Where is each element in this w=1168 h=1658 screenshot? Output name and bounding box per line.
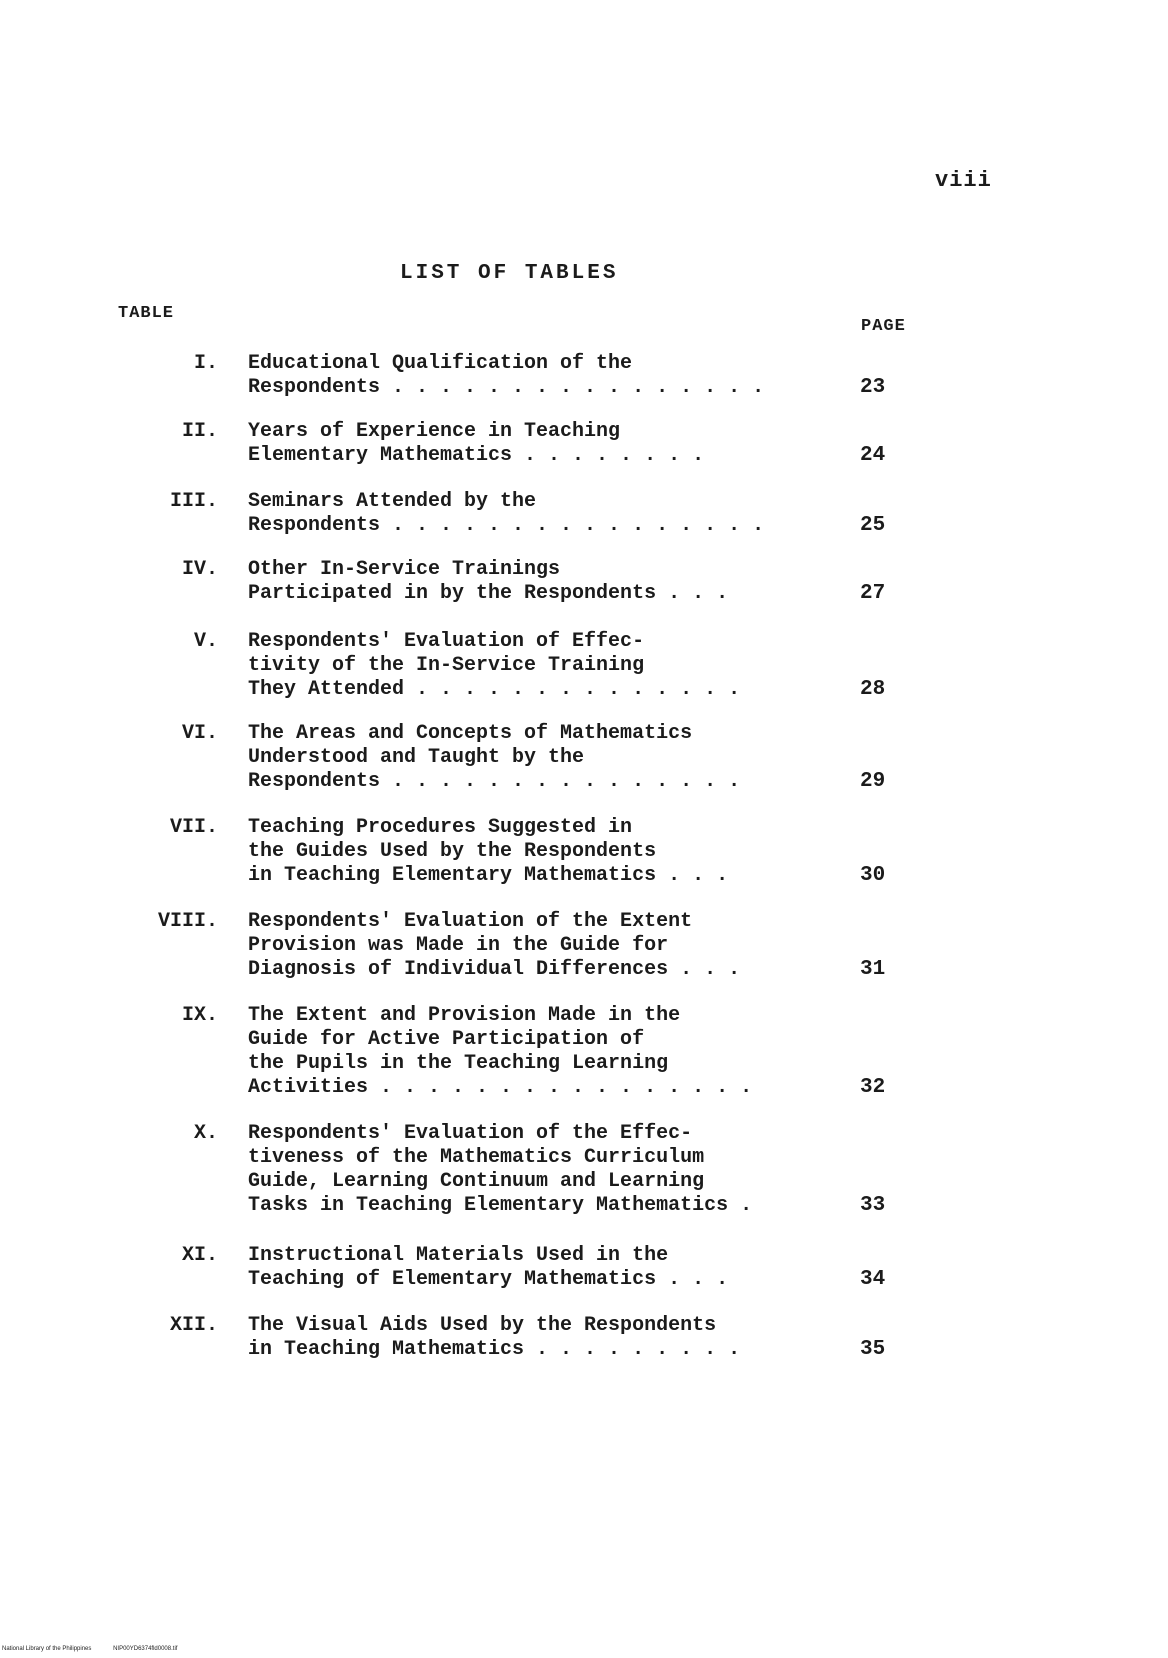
table-page: 24 [860, 444, 886, 467]
table-page: 31 [860, 958, 886, 981]
footer-file: NIP00YD6374fld0008.tif [113, 1646, 178, 1652]
table-caption: Years of Experience in Teaching Elementary Mathematics . . . . . . . . [248, 420, 705, 467]
table-caption: Respondents' Evaluation of the Effec- tiveness of the Mathematics Curriculum Guide, Learning Continuum and Learning Tasks in Teaching Elementary Mathematics . [248, 1122, 753, 1217]
table-caption: Respondents' Evaluation of Effec- tivity of the In-Service Training They Attended . . . . . . . . . . . . . . [248, 630, 741, 701]
table-page: 30 [860, 864, 886, 887]
table-number: V. [193, 630, 218, 653]
table-page: 29 [860, 770, 886, 793]
page-title: LIST OF TABLES [400, 262, 619, 285]
table-number: I. [193, 352, 218, 375]
table-page: 27 [860, 582, 886, 605]
table-caption: Teaching Procedures Suggested in the Guides Used by the Respondents in Teaching Elementary Mathematics . . . [248, 816, 729, 887]
table-page: 32 [860, 1076, 886, 1099]
table-caption: The Visual Aids Used by the Respondents in Teaching Mathematics . . . . . . . . . [248, 1314, 741, 1361]
table-number: II. [181, 420, 218, 443]
table-caption: Other In-Service Trainings Participated in by the Respondents . . . [248, 558, 729, 605]
table-number: III. [169, 490, 218, 513]
table-caption: Educational Qualification of the Respondents . . . . . . . . . . . . . . . . [248, 352, 765, 399]
page-number: viii [935, 168, 992, 193]
table-page: 34 [860, 1268, 886, 1291]
column-header-page: PAGE [861, 317, 906, 336]
table-number: IX. [181, 1004, 218, 1027]
table-number: XI. [181, 1244, 218, 1267]
table-page: 33 [860, 1194, 886, 1217]
table-page: 35 [860, 1338, 886, 1361]
table-number: XII. [169, 1314, 218, 1337]
table-number: VI. [181, 722, 218, 745]
table-caption: Respondents' Evaluation of the Extent Provision was Made in the Guide for Diagnosis of Individual Differences . . . [248, 910, 741, 981]
table-page: 23 [860, 376, 886, 399]
table-number: IV. [181, 558, 218, 581]
table-caption: The Extent and Provision Made in the Guide for Active Participation of the Pupils in the Teaching Learning Activities . . . . . . . . . . . . . . . . [248, 1004, 753, 1099]
table-caption: Instructional Materials Used in the Teaching of Elementary Mathematics . . . [248, 1244, 729, 1291]
scan-footer [2, 1646, 177, 1652]
table-caption: The Areas and Concepts of Mathematics Understood and Taught by the Respondents . . . . . . . . . . . . . . . [248, 722, 741, 793]
table-caption: Seminars Attended by the Respondents . . . . . . . . . . . . . . . . [248, 490, 765, 537]
table-page: 28 [860, 678, 886, 701]
table-number: VII. [169, 816, 218, 839]
table-number: X. [193, 1122, 218, 1145]
footer-library: National Library of the Philippines [2, 1646, 92, 1652]
column-header-table: TABLE [118, 304, 175, 323]
table-page: 25 [860, 514, 886, 537]
table-number: VIII. [157, 910, 218, 933]
